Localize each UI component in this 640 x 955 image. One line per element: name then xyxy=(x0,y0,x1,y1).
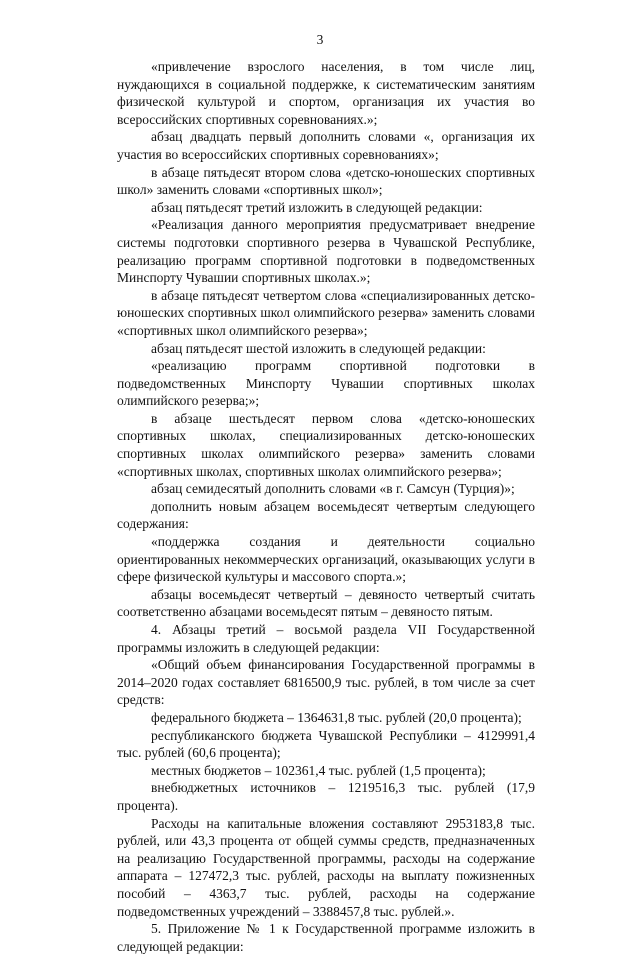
paragraph: 5. Приложение № 1 к Государственной программе изложить в следующей редакции: xyxy=(117,921,535,954)
paragraph: федерального бюджета – 1364631,8 тыс. рублей (20,0 процента); xyxy=(151,709,522,725)
paragraph: в абзаце шестьдесят первом слова «детско-юношеских спортивных школах, специализированных детско-юношеских спортивных школах олимпийского резерва» заменить словами «спортивных школах, спортивных школах олимпийского резерва»; xyxy=(117,410,535,479)
paragraph: «привлечение взрослого населения, в том числе лиц, нуждающихся в социальной поддержке, к систематическим занятиям физической культурой и спортом, организация их участия во всероссийских спортивных соревнованиях.»; xyxy=(117,59,535,127)
paragraph: республиканского бюджета Чувашской Республики – 4129991,4 тыс. рублей (60,6 процента); xyxy=(117,727,535,761)
paragraph: «поддержка создания и деятельности социально ориентированных некоммерческих организаций, оказывающих услуги в сфере физической культуры и массового спорта.»; xyxy=(117,534,535,585)
paragraph: «Общий объем финансирования Государственной программы в 2014–2020 годах составляет 6816500,9 тыс. рублей, в том числе за счет средств: xyxy=(117,657,535,708)
document-body xyxy=(117,58,535,955)
paragraph: «реализацию программ спортивной подготовки в подведомственных Минспорту Чувашии спортивных школах олимпийского резерва;»; xyxy=(117,358,535,409)
paragraph: в абзаце пятьдесят четвертом слова «специализированных детско-юношеских спортивных школ олимпийского резерва» заменить словами «спортивных школ олимпийского резерва»; xyxy=(117,287,535,338)
page-number: 3 xyxy=(316,32,324,47)
paragraph: 4. Абзацы третий – восьмой раздела VII Государственной программы изложить в следующей редакции: xyxy=(117,622,535,655)
paragraph: абзац двадцать первый дополнить словами «, организация их участия во всероссийских спортивных соревнованиях»; xyxy=(117,129,535,162)
paragraph: «Реализация данного мероприятия предусматривает внедрение системы подготовки спортивного резерва в Чувашской Республике, реализацию программ спортивной подготовки в подведомственных Минспорту Чувашии спортивных школах.»; xyxy=(117,217,535,286)
paragraph: абзацы восемьдесят четвертый – девяносто четвертый считать соответственно абзацами восемьдесят пятым – девяносто пятым. xyxy=(117,586,535,620)
paragraph: дополнить новым абзацем восемьдесят четвертым следующего содержания: xyxy=(117,498,535,532)
paragraph: абзац пятьдесят третий изложить в следующей редакции: xyxy=(151,199,483,215)
paragraph: абзац пятьдесят шестой изложить в следующей редакции: xyxy=(151,340,486,356)
paragraph: в абзаце пятьдесят втором слова «детско-юношеских спортивных школ» заменить словами «спортивных школ»; xyxy=(117,164,535,198)
paragraph: абзац семидесятый дополнить словами «в г. Самсун (Турция)»; xyxy=(151,481,515,497)
paragraph: Расходы на капитальные вложения составляют 2953183,8 тыс. рублей, или 43,3 процента от общей суммы средств, предназначенных на реализацию Государственной программы, расходы на содержание аппарата – 127472,3 тыс. рублей, расходы на выплату пожизненных пособий – 4363,7 тыс. рублей, расходы на содержание подведомственных учреждений – 3388457,8 тыс. рублей.». xyxy=(117,815,535,919)
paragraph: местных бюджетов – 102361,4 тыс. рублей (1,5 процента); xyxy=(151,762,486,778)
paragraph: внебюджетных источников – 1219516,3 тыс. рублей (17,9 процента). xyxy=(117,780,535,813)
